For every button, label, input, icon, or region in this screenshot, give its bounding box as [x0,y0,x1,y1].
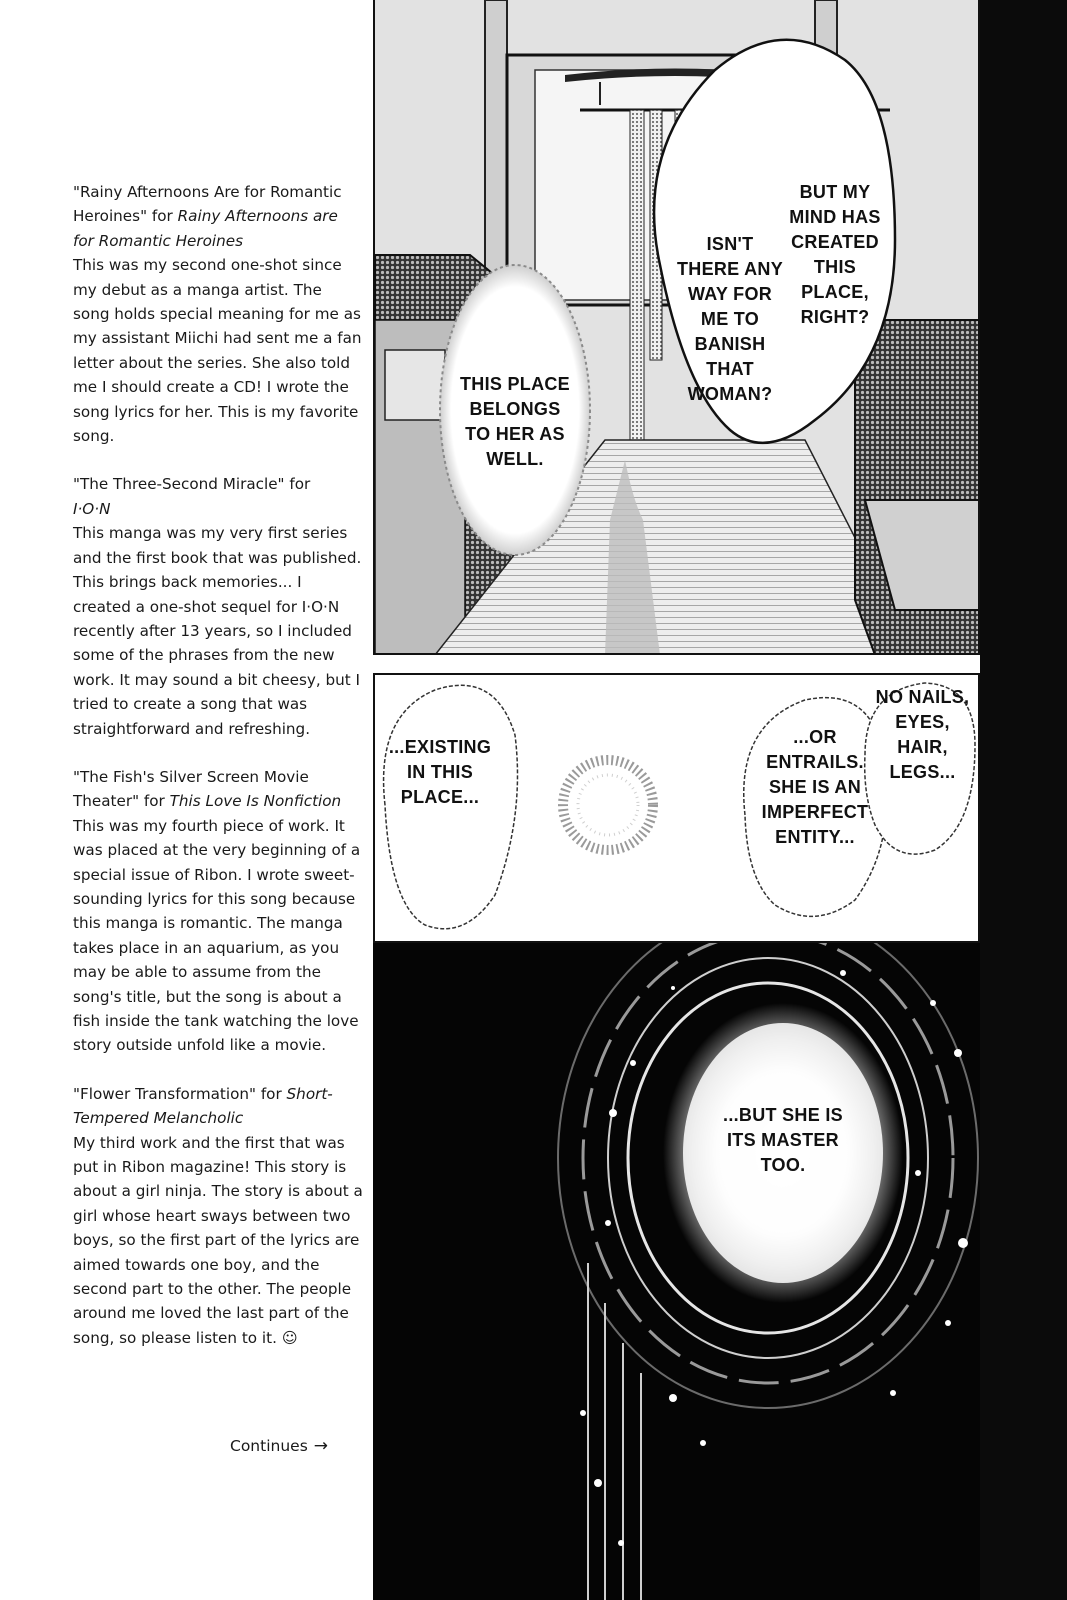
note-source: Rainy Afternoons are for Romantic Heroines [73,207,338,250]
pillar-left [485,0,507,300]
speech-line: THERE ANY [676,259,784,279]
note-source: Short-Tempered Melancholic [73,1084,333,1128]
speech-line: THIS [813,257,857,277]
speech-line: BELONGS [469,399,561,419]
continues-link[interactable] [230,1436,328,1456]
note-source: This Love Is Nonfiction [169,792,342,811]
bubble-text-existing [373,735,510,810]
portal-illustration [373,943,980,1600]
speech-line: WOMAN? [687,384,773,404]
note-source: I·O·N [73,499,111,518]
note-4 [73,1082,363,1350]
speech-line: ISN'T [706,234,754,254]
note-connector: for [260,1084,282,1103]
note-body: This was my fourth piece of work. It was placed at the very beginning of a special issue of Ribon. I wrote sweet-sounding lyrics for this song because this manga is romantic. The manga takes place in an aquarium, as you may be able to assume from the song's title, but the song is about a fish inside the tank watching the love story outside unfold like a movie. [73,816,361,1055]
note-title: "The Fish's Silver Screen Movie Theater" [73,767,309,811]
speech-line: PLACE, [801,282,869,302]
speech-line: RIGHT? [800,307,870,327]
continues-label: Continues [230,1437,308,1455]
speech-line: IMPERFECT [761,802,869,822]
manga-panel-portal [373,943,980,1600]
speech-line: TOO. [760,1155,806,1175]
speech-line: LEGS... [889,762,956,782]
speech-line: THIS PLACE [459,374,570,394]
speech-line: WAY FOR [687,284,773,304]
speech-line: ENTRAILS. [766,752,864,772]
note-2 [73,472,363,740]
bubble-text-this-place [430,372,600,472]
speech-line: THAT [706,359,754,379]
speech-line: TO HER AS [465,424,565,444]
note-title: "Rainy Afternoons Are for Romantic Heroines" [73,183,342,226]
speech-line: ITS MASTER [726,1130,839,1150]
bubble-text-created [780,180,890,330]
speech-line: SHE IS AN [768,777,862,797]
note-1 [73,180,363,448]
speech-line: ME TO [700,309,760,329]
speech-line: IN THIS [406,762,474,782]
bubble-text-master [703,1103,863,1178]
speech-line: BANISH [694,334,766,354]
speech-line: MIND HAS [789,207,881,227]
note-connector: for [289,475,311,494]
manga-panel-ring [373,673,980,943]
speech-line: ...BUT SHE IS [723,1105,843,1125]
speech-line: ...OR [793,727,837,747]
manga-panel-room [373,0,980,655]
note-title: "Flower Transformation" [73,1084,256,1103]
note-3 [73,765,363,1058]
bubble-text-banish [670,232,790,407]
note-connector: for [151,207,173,226]
author-notes [73,180,363,1374]
bubble-text-nails [865,685,980,785]
speech-line: ENTITY... [775,827,855,847]
speech-line: EYES, [895,712,950,732]
note-body: This manga was my very first series and the first book that was published. This brings back memories... I created a one-shot sequel for I·O·N recently after 13 years, so I included some of the phrases from the new work. It may sound a bit cheesy, but I tried to create a song that was straightforward and refreshing. [73,524,362,738]
speech-line: CREATED [791,232,879,252]
speech-line: HAIR, [897,737,948,757]
speech-line: WELL. [486,449,544,469]
note-body: My third work and the first that was put in Ribon magazine! This story is about a girl ninja. The story is about a girl whose heart sways between two boys, so the first part of the lyrics are aimed towards one boy, and the second part to the other. The people around me loved the last part of the song, so please listen to it. ☺ [73,1133,363,1347]
speech-line: ...EXISTING [388,737,492,757]
speech-line: PLACE... [400,787,480,807]
note-connector: for [143,792,165,811]
speech-line: BUT MY [799,182,871,202]
speech-line: NO NAILS, [875,687,970,707]
arrow-right-icon: → [313,1436,329,1456]
page-margin-black [980,0,1067,1600]
note-body: This was my second one-shot since my debut as a manga artist. The song holds special meaning for me as my assistant Miichi had sent me a fan letter about the series. She also told me I should create a CD! I wrote the song lyrics for her. This is my favorite song. [73,256,362,446]
note-title: "The Three-Second Miracle" [73,475,285,494]
